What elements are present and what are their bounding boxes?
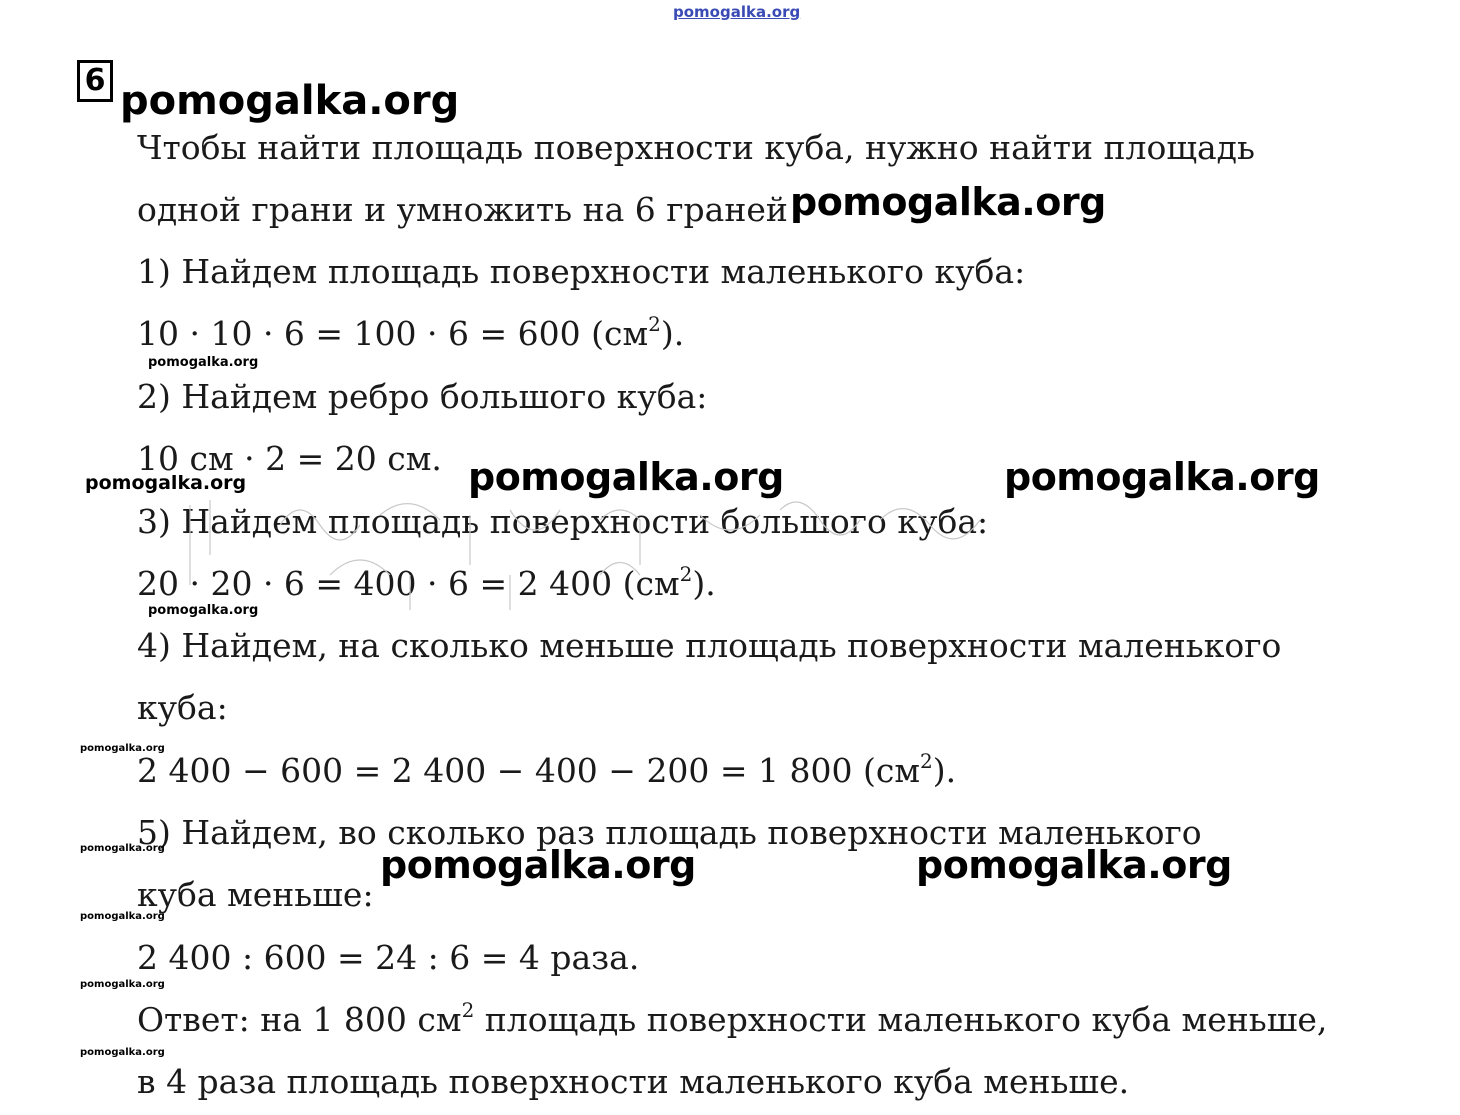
- answer-start: Ответ: на 1 800 см: [137, 1000, 462, 1039]
- step5-title-line-1: 5) Найдем, во сколько раз площадь поверхности маленького: [137, 813, 1202, 852]
- step5-calculation: 2 400 : 600 = 24 : 6 = 4 раза.: [137, 938, 640, 977]
- answer-end: площадь поверхности маленького куба меньше,: [474, 1000, 1328, 1039]
- step1-calc-end: ).: [660, 314, 685, 353]
- step1-calc-text: 10 · 10 · 6 = 100 · 6 = 600 (см: [137, 314, 649, 353]
- step4-title-line-1: 4) Найдем, на сколько меньше площадь поверхности маленького: [137, 626, 1282, 665]
- step1-calculation: [137, 314, 684, 354]
- intro-line-1: Чтобы найти площадь поверхности куба, нужно найти площадь: [137, 128, 1255, 167]
- watermark-big: pomogalka.org: [380, 843, 696, 887]
- answer-line-2: в 4 раза площадь поверхности маленького куба меньше.: [137, 1062, 1130, 1101]
- step3-title: 3) Найдем площадь поверхности большого куба:: [137, 502, 989, 541]
- watermark-small: pomogalka.org: [148, 355, 259, 370]
- watermark-tiny: pomogalka.org: [80, 979, 165, 990]
- step4-calc-text: 2 400 − 600 = 2 400 − 400 − 200 = 1 800 (см: [137, 751, 921, 790]
- superscript: 2: [648, 312, 661, 336]
- step4-calc-end: ).: [932, 751, 957, 790]
- watermark-tiny: pomogalka.org: [80, 743, 165, 754]
- superscript: 2: [461, 998, 475, 1022]
- superscript: 2: [920, 749, 933, 773]
- watermark-big: pomogalka.org: [916, 843, 1232, 887]
- watermark-big: pomogalka.org: [1004, 455, 1320, 499]
- step4-calculation: [137, 751, 956, 791]
- watermark-big: pomogalka.org: [468, 455, 784, 499]
- top-watermark-link[interactable]: pomogalka.org: [673, 3, 801, 21]
- intro-line-2: одной грани и умножить на 6 граней: [137, 190, 788, 229]
- problem-number-box: 6: [77, 60, 113, 102]
- superscript: 2: [679, 562, 693, 586]
- step3-calc-end: ).: [692, 564, 716, 603]
- step2-title: 2) Найдем ребро большого куба:: [137, 377, 708, 416]
- watermark-tiny: pomogalka.org: [80, 911, 165, 922]
- watermark-tiny: pomogalka.org: [80, 843, 165, 854]
- watermark-medium: pomogalka.org: [85, 472, 247, 494]
- header-watermark: pomogalka.org: [120, 78, 460, 124]
- step4-title-line-2: куба:: [137, 688, 228, 727]
- step3-calc-text: 20 · 20 · 6 = 400 · 6 = 2 400 (см: [137, 564, 680, 603]
- step5-title-line-2: куба меньше:: [137, 875, 374, 914]
- watermark-tiny: pomogalka.org: [80, 1047, 165, 1058]
- answer-line-1: [137, 1000, 1327, 1040]
- watermark-big: pomogalka.org: [790, 180, 1106, 224]
- step2-calculation: 10 см · 2 = 20 см.: [137, 439, 442, 478]
- step3-calculation: [137, 564, 716, 604]
- watermark-small: pomogalka.org: [148, 603, 259, 618]
- step1-title: 1) Найдем площадь поверхности маленького куба:: [137, 252, 1026, 291]
